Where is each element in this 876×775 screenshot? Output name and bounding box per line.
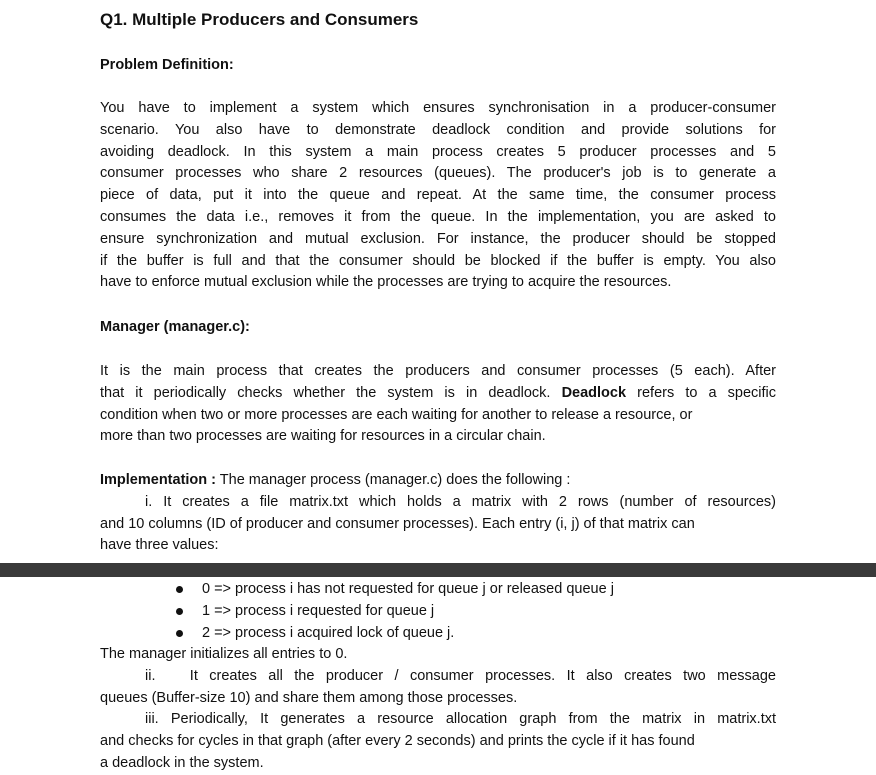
step-line: ii. It creates all the producer / consumer processes. It also creates two message bbox=[145, 667, 776, 684]
implementation-paragraph bbox=[100, 470, 776, 557]
list-item-text: 0 => process i has not requested for queue j or released queue j bbox=[202, 581, 614, 597]
paragraph-line: scenario. You also have to demonstrate deadlock condition and provide solutions for bbox=[100, 121, 776, 138]
step-line: queues (Buffer-size 10) and share them among those processes. bbox=[100, 689, 518, 706]
bullet-icon bbox=[176, 630, 183, 637]
paragraph-line bbox=[100, 383, 776, 405]
step-line: a deadlock in the system. bbox=[100, 754, 264, 771]
bullet-icon bbox=[176, 586, 183, 593]
paragraph-line bbox=[100, 470, 776, 492]
list-item bbox=[172, 579, 614, 601]
step-line: and 10 columns (ID of producer and consumer processes). Each entry (i, j) of that matrix can bbox=[100, 515, 695, 532]
implementation-steps bbox=[100, 644, 776, 775]
paragraph-line: have to enforce mutual exclusion while the processes are trying to acquire the resources. bbox=[100, 274, 672, 291]
matrix-values-list bbox=[172, 579, 614, 644]
manager-paragraph bbox=[100, 361, 776, 448]
list-item bbox=[172, 623, 614, 645]
list-item bbox=[172, 601, 614, 623]
manager-heading: Manager (manager.c): bbox=[100, 319, 250, 335]
implementation-label: Implementation : bbox=[100, 472, 217, 488]
paragraph-text: refers to a specific bbox=[637, 384, 777, 401]
page-break-divider bbox=[0, 563, 876, 577]
problem-definition-paragraph bbox=[100, 98, 776, 294]
paragraph-line: ensure synchronization and mutual exclusion. For instance, the producer should be stopped bbox=[100, 230, 776, 247]
question-title: Q1. Multiple Producers and Consumers bbox=[100, 10, 419, 29]
paragraph-line: You have to implement a system which ensures synchronisation in a producer-consumer bbox=[100, 100, 776, 116]
paragraph-line: avoiding deadlock. In this system a main process creates 5 producer processes and 5 bbox=[100, 143, 776, 160]
list-item-text: 1 => process i requested for queue j bbox=[202, 602, 435, 619]
step-line: iii. Periodically, It generates a resource allocation graph from the matrix in matrix.txt bbox=[145, 711, 776, 728]
step-line: i. It creates a file matrix.txt which holds a matrix with 2 rows (number of resources) bbox=[145, 493, 776, 510]
paragraph-line: if the buffer is full and that the consumer should be blocked if the buffer is empty. You also bbox=[100, 252, 776, 269]
paragraph-line: more than two processes are waiting for resources in a circular chain. bbox=[100, 428, 546, 445]
paragraph-line: condition when two or more processes are each waiting for another to release a resource, or bbox=[100, 406, 693, 423]
deadlock-term: Deadlock bbox=[561, 384, 627, 401]
paragraph-line: piece of data, put it into the queue and repeat. At the same time, the consumer process bbox=[100, 187, 776, 204]
list-item-text: 2 => process i acquired lock of queue j. bbox=[202, 624, 455, 641]
paragraph-line: consumer processes who share 2 resources (queues). The producer's job is to generate a bbox=[100, 165, 776, 182]
paragraph-text: that it periodically checks whether the system is in deadlock. bbox=[100, 384, 551, 401]
problem-definition-heading: Problem Definition: bbox=[100, 57, 234, 73]
paragraph-line: consumes the data i.e., removes it from the queue. In the implementation, you are asked to bbox=[100, 208, 776, 225]
step-line: and checks for cycles in that graph (after every 2 seconds) and prints the cycle if it has found bbox=[100, 733, 695, 750]
step-line: have three values: bbox=[100, 537, 219, 554]
paragraph-text: The manager process (manager.c) does the following : bbox=[219, 472, 571, 488]
step-line: The manager initializes all entries to 0. bbox=[100, 646, 348, 662]
paragraph-line: It is the main process that creates the producers and consumer processes (5 each). After bbox=[100, 363, 776, 379]
bullet-icon bbox=[176, 608, 183, 615]
